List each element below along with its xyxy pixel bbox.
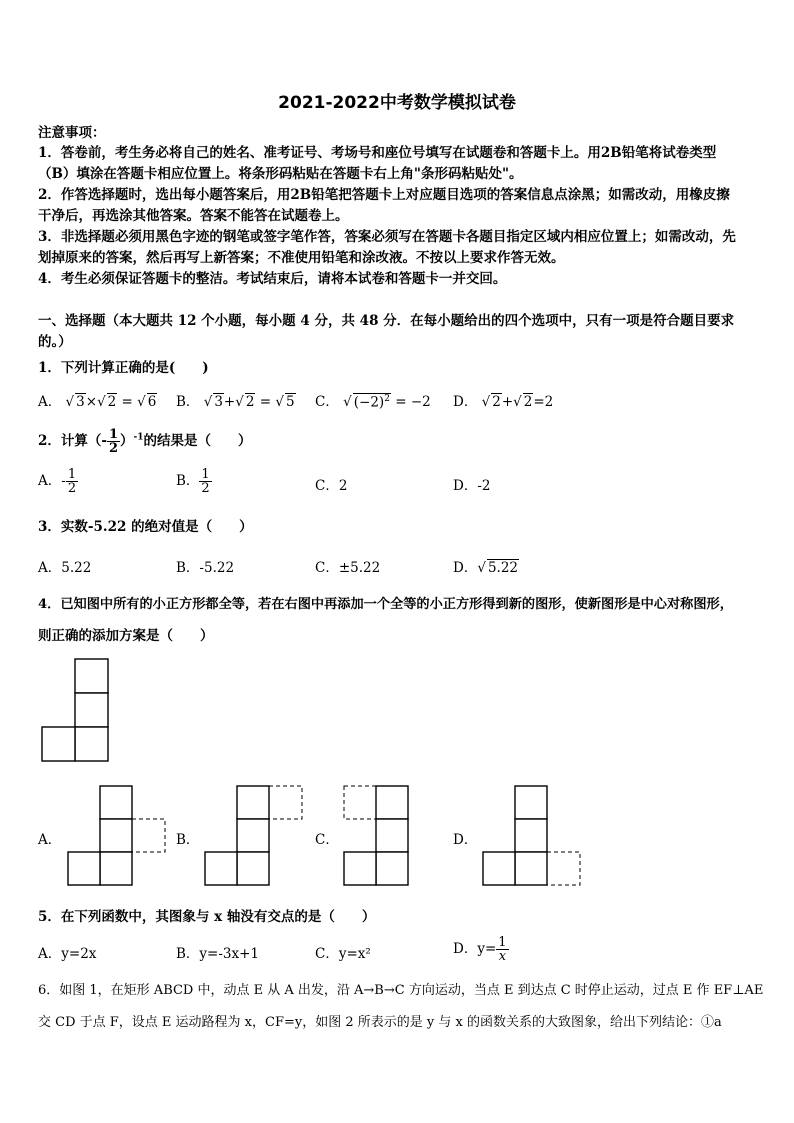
page-title: 2021-2022中考数学模拟试卷 [278,93,516,113]
q3-option-b: B．-5.22 [176,560,235,576]
notice-line: 3．非选择题必须用黑色字迹的钢笔或签字笔作答，答案必须写在答题卡各题目指定区域内相应位置上；如需改动，先 [38,229,736,245]
q1-option-d: D． √ 2+√ 2=2 [453,394,554,410]
q1-option-c: C． √ $(-2)^2 = -2$ [315,393,431,410]
q4-stem: 4．已知图中所有的小正方形都全等，若在右图中再添加一个全等的小正方形得到新的图形，使新图形是中心对称图形， [38,597,733,612]
q3-option-c: C．±5.22 [315,560,381,576]
q4-option-b-figure [203,785,307,887]
q4-option-a-figure [66,785,170,887]
q3-option-d: D．√ 5.22 [453,560,518,576]
q4-option-c-figure [342,785,446,887]
q2-stem: 2．计算（- $\frac{1}{2}$ ）$^{-1}$的结果是（ ） [38,427,252,456]
q4-stem-cont: 则正确的添加方案是（ ） [38,628,214,644]
q5-option-d: D．y= $\frac{1}{x}$ [453,935,507,964]
q4-option-b-label: B． [176,832,200,848]
q4-option-d-figure [481,785,585,887]
notice-line: 划掉原来的答案，然后再写上新答案；不准使用铅笔和涂改液。不按以上要求作答无效。 [38,250,565,266]
notice-heading: 注意事项： [38,125,106,141]
q5-option-b: B．y=-3x+1 [176,946,260,962]
notice-line: 干净后，再选涂其他答案。答案不能答在试题卷上。 [38,208,349,224]
q4-option-a-label: A． [38,832,62,848]
section-heading: 一、选择题（本大题共 12 个小题，每小题 4 分，共 48 分．在每小题给出的四个选项中，只有一项是符合题目要求 [38,313,735,329]
notice-line: 2．作答选择题时，选出每小题答案后，用2B铅笔把答题卡上对应题目选项的答案信息点涂黑；如需改动，用橡皮擦 [38,187,730,203]
q5-option-c: C．y=x² [315,946,371,962]
notice-line: 4．考生必须保证答题卡的整洁。考试结束后，请将本试卷和答题卡一并交回。 [38,271,507,287]
q4-reference-figure [40,658,110,762]
q1-option-a: A． √ 3×√ 2 = √ 6 [38,394,157,410]
q3-stem: 3．实数-5.22 的绝对值是（ ） [38,519,253,535]
q6-stem: 6．如图 1，在矩形 ABCD 中，动点 E 从 A 出发，沿 A→B→C 方向运动，当点 E 到达点 C 时停止运动，过点 E 作 EF⊥AE [38,983,764,998]
q1-option-b: B． √ 3+√ 2 = √ 5 [176,394,295,410]
q5-stem: 5．在下列函数中，其图象与 x 轴没有交点的是（ ） [38,909,376,925]
q2-option-c: C．2 [315,478,348,494]
q2-option-d: D．-2 [453,478,491,494]
q2-option-a: A．- $\frac{1}{2}$ [38,467,77,496]
notice-line: 1．答卷前，考生务必将自己的姓名、准考证号、考场号和座位号填写在试题卷和答题卡上。用2B铅笔将试卷类型 [38,145,717,161]
q3-option-a: A．5.22 [38,560,92,576]
section-heading-cont: 的。） [38,334,72,350]
q4-option-c-label: C． [315,832,339,848]
notice-line: （B）填涂在答题卡相应位置上。将条形码粘贴在答题卡右上角"条形码粘贴处"。 [38,166,523,182]
q1-stem: 1．下列计算正确的是( ) [38,360,209,376]
q4-option-d-label: D． [453,832,478,848]
q5-option-a: A．y=2x [38,946,97,962]
q2-option-b: B． $\frac{1}{2}$ [176,467,210,496]
q6-stem-cont: 交 CD 于点 F，设点 E 运动路程为 x，CF=y，如图 2 所表示的是 y 与 x 的函数关系的大致图象，给出下列结论：①a [38,1015,722,1030]
